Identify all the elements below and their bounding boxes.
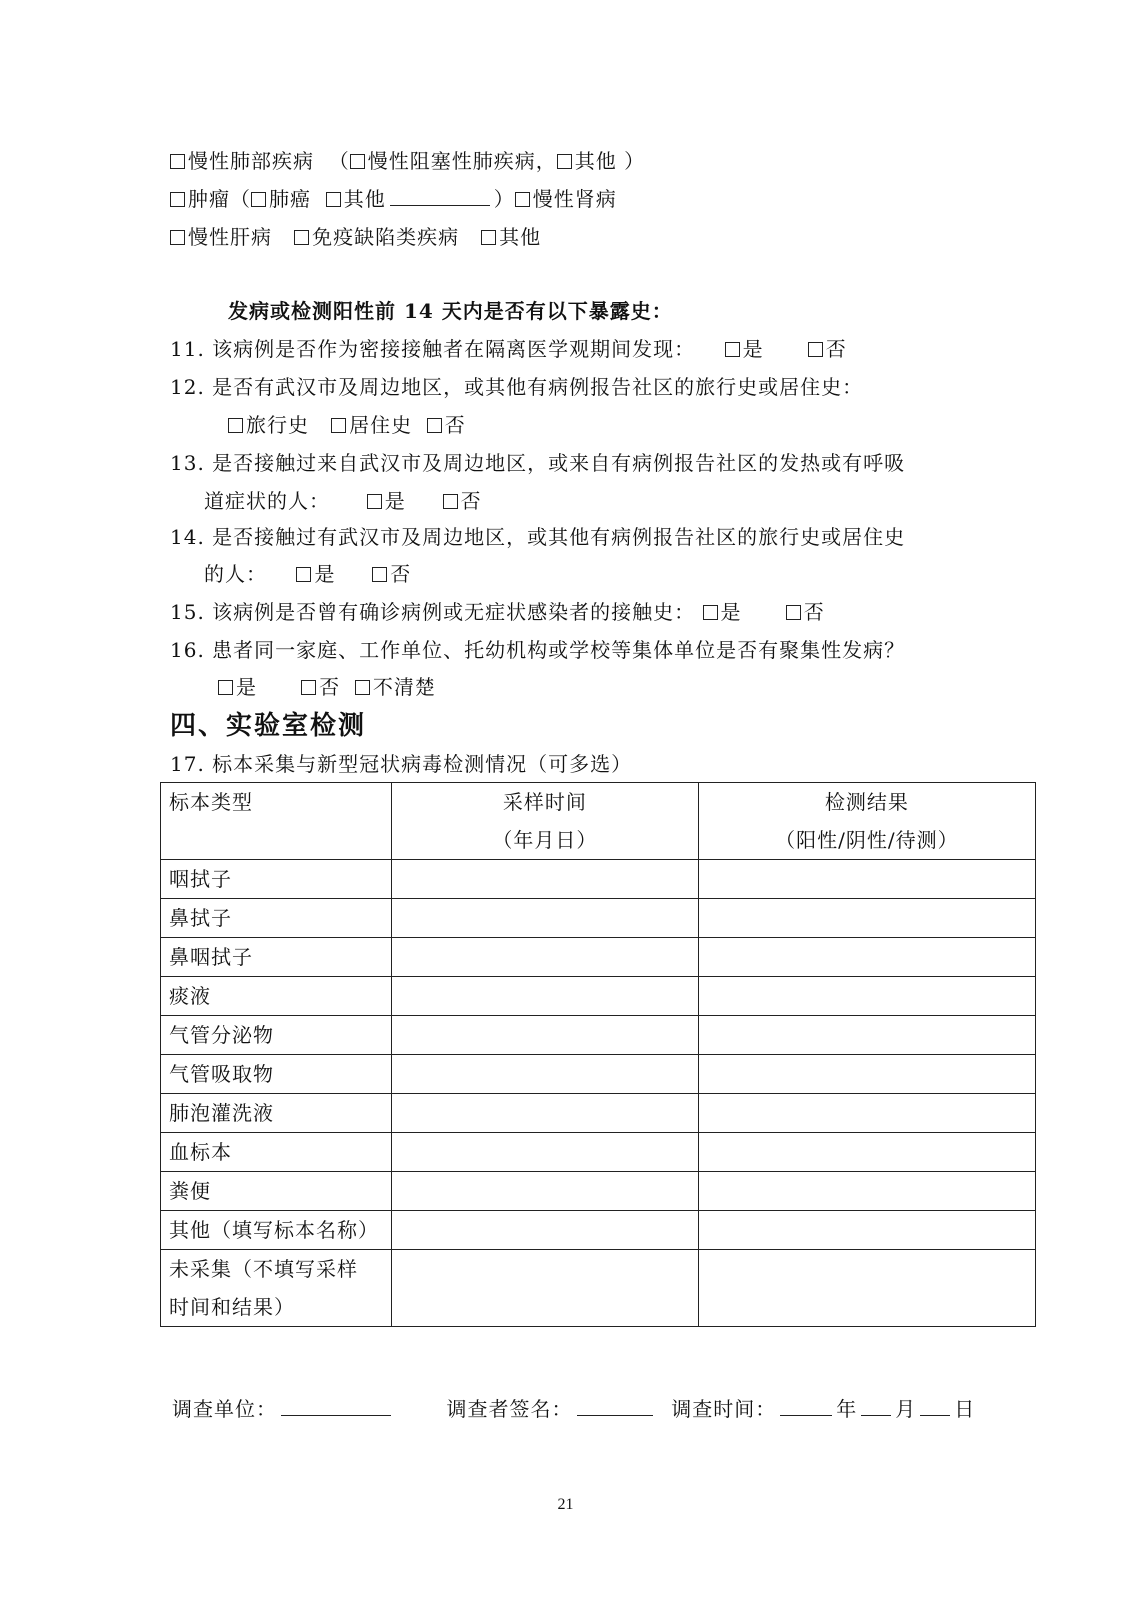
result-cell[interactable] — [698, 1133, 1035, 1172]
question-14-cont: 的人： 是 否 — [204, 562, 412, 586]
checkbox-no[interactable] — [786, 605, 801, 620]
page-number: 21 — [557, 1496, 574, 1513]
checkbox-no[interactable] — [808, 342, 823, 357]
table-header-row — [161, 783, 1036, 860]
sampling-time-cell[interactable] — [392, 1172, 699, 1211]
sampling-time-cell[interactable] — [392, 1094, 699, 1133]
specimen-name: 鼻拭子 — [161, 899, 392, 938]
question-13: 13. 是否接触过来自武汉市及周边地区，或来自有病例报告社区的发热或有呼吸 — [170, 451, 906, 475]
specimen-name: 肺泡灌洗液 — [161, 1094, 392, 1133]
year-field[interactable] — [780, 1397, 832, 1416]
checkbox[interactable] — [515, 192, 530, 207]
table-row — [161, 1250, 1036, 1327]
table-row — [161, 1133, 1036, 1172]
checkbox-yes[interactable] — [725, 342, 740, 357]
table-row — [161, 938, 1036, 977]
comorbidity-line-2: 肿瘤（ 肺癌 其他 ） 慢性肾病 — [170, 183, 617, 212]
other-tumor-blank[interactable] — [390, 187, 490, 206]
question-14: 14. 是否接触过有武汉市及周边地区，或其他有病例报告社区的旅行史或居住史 — [170, 525, 906, 549]
checkbox-unknown[interactable] — [355, 680, 370, 695]
table-row — [161, 977, 1036, 1016]
question-11: 11. 该病例是否作为密接接触者在隔离医学观期间发现： 是 否 — [170, 337, 847, 361]
sampling-time-cell[interactable] — [392, 1055, 699, 1094]
checkbox-yes[interactable] — [703, 605, 718, 620]
table-row — [161, 1172, 1036, 1211]
table-row — [161, 899, 1036, 938]
result-cell[interactable] — [698, 899, 1035, 938]
result-cell[interactable] — [698, 860, 1035, 899]
table-row — [161, 1211, 1036, 1250]
checkbox-yes[interactable] — [367, 494, 382, 509]
table-row — [161, 1016, 1036, 1055]
result-cell[interactable] — [698, 1172, 1035, 1211]
day-field[interactable] — [920, 1397, 950, 1416]
sampling-time-cell[interactable] — [392, 1133, 699, 1172]
result-cell[interactable] — [698, 1250, 1035, 1327]
sampling-time-cell[interactable] — [392, 860, 699, 899]
checkbox[interactable] — [294, 230, 309, 245]
question-13-cont: 道症状的人： 是 否 — [204, 489, 482, 513]
specimen-name: 痰液 — [161, 977, 392, 1016]
exposure-heading: 发病或检测阳性前 14 天内是否有以下暴露史： — [228, 299, 673, 323]
specimen-name: 气管吸取物 — [161, 1055, 392, 1094]
checkbox[interactable] — [326, 192, 341, 207]
specimen-name: 咽拭子 — [161, 860, 392, 899]
specimen-name: 其他（填写标本名称） — [161, 1211, 392, 1250]
table-row — [161, 1055, 1036, 1094]
checkbox[interactable] — [557, 154, 572, 169]
checkbox-yes[interactable] — [296, 567, 311, 582]
question-12-options: 旅行史 居住史 否 — [228, 409, 466, 438]
table-row — [161, 1094, 1036, 1133]
specimen-name: 气管分泌物 — [161, 1016, 392, 1055]
checkbox[interactable] — [170, 230, 185, 245]
sampling-time-cell[interactable] — [392, 977, 699, 1016]
comorbidity-line-3: 慢性肝病 免疫缺陷类疾病 其他 — [170, 221, 541, 250]
sampling-time-cell[interactable] — [392, 1211, 699, 1250]
question-15: 15. 该病例是否曾有确诊病例或无症状感染者的接触史： 是 否 — [170, 600, 825, 624]
section-title-lab: 四、实验室检测 — [170, 711, 367, 741]
result-cell[interactable] — [698, 938, 1035, 977]
result-cell[interactable] — [698, 1016, 1035, 1055]
sampling-time-cell[interactable] — [392, 1016, 699, 1055]
question-16-options: 是 否 不清楚 — [218, 671, 436, 700]
checkbox-no[interactable] — [301, 680, 316, 695]
checkbox[interactable] — [170, 154, 185, 169]
checkbox-residence[interactable] — [331, 418, 346, 433]
signature-field[interactable] — [577, 1397, 653, 1416]
specimen-name-not-collected: 未采集（不填写采样 时间和结果） — [161, 1250, 392, 1327]
specimen-name: 血标本 — [161, 1133, 392, 1172]
unit-field[interactable] — [281, 1397, 391, 1416]
checkbox-no[interactable] — [427, 418, 442, 433]
sampling-time-cell[interactable] — [392, 938, 699, 977]
sampling-time-cell[interactable] — [392, 1250, 699, 1327]
result-cell[interactable] — [698, 1211, 1035, 1250]
checkbox[interactable] — [251, 192, 266, 207]
specimen-name: 粪便 — [161, 1172, 392, 1211]
sampling-time-cell[interactable] — [392, 899, 699, 938]
checkbox-no[interactable] — [372, 567, 387, 582]
comorbidity-line-1: 慢性肺部疾病 （ 慢性阻塞性肺疾病， 其他 ） — [170, 145, 645, 174]
result-cell[interactable] — [698, 977, 1035, 1016]
table-row — [161, 860, 1036, 899]
header-sampling-time: 采样时间 （年月日） — [392, 783, 699, 860]
question-12: 12. 是否有武汉市及周边地区，或其他有病例报告社区的旅行史或居住史： — [170, 375, 864, 399]
survey-footer: 调查单位： 调查者签名： 调查时间： 年 月 日 — [172, 1397, 976, 1421]
specimen-name: 鼻咽拭子 — [161, 938, 392, 977]
checkbox-travel[interactable] — [228, 418, 243, 433]
specimen-table — [160, 782, 1036, 1327]
checkbox[interactable] — [350, 154, 365, 169]
header-test-result: 检测结果 （阳性/阴性/待测） — [698, 783, 1035, 860]
question-17: 17. 标本采集与新型冠状病毒检测情况（可多选） — [170, 752, 633, 776]
result-cell[interactable] — [698, 1094, 1035, 1133]
month-field[interactable] — [861, 1397, 891, 1416]
checkbox-yes[interactable] — [218, 680, 233, 695]
header-specimen-type: 标本类型 — [161, 783, 392, 860]
checkbox-no[interactable] — [443, 494, 458, 509]
checkbox[interactable] — [170, 192, 185, 207]
question-16: 16. 患者同一家庭、工作单位、托幼机构或学校等集体单位是否有聚集性发病？ — [170, 638, 906, 662]
result-cell[interactable] — [698, 1055, 1035, 1094]
checkbox[interactable] — [481, 230, 496, 245]
